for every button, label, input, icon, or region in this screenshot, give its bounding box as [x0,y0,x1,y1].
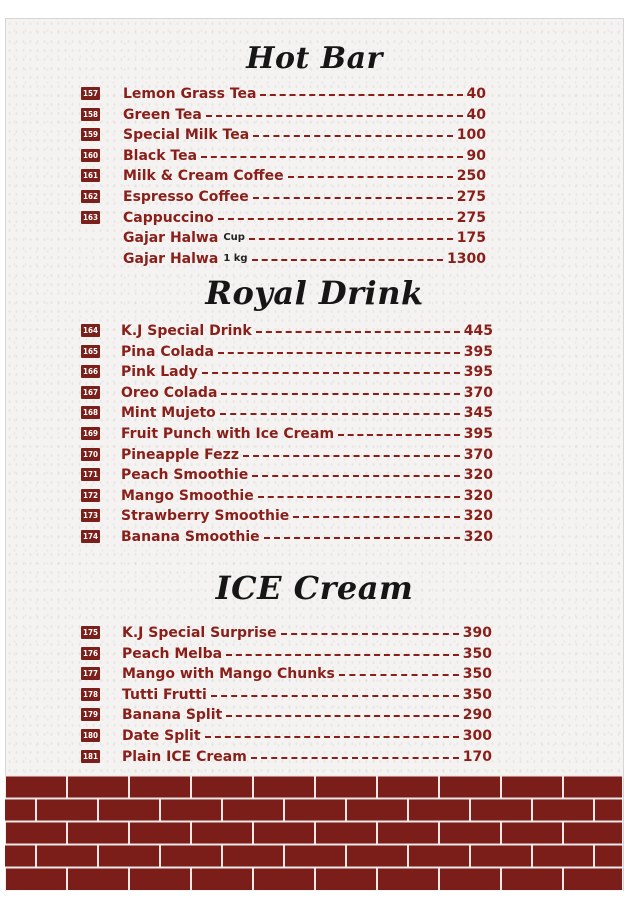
dotted-leader [218,352,460,354]
item-name: Banana Split [122,707,223,724]
dotted-leader [211,695,459,697]
item-name: Pink Lady [121,364,198,381]
dotted-leader [293,516,460,518]
item-name: K.J Special Drink [121,323,252,339]
item-name: Espresso Coffee [123,189,249,205]
dotted-leader [288,176,453,178]
item-price: 1300 [447,250,486,267]
menu-item-row [6,125,623,145]
menu-item-row [6,705,623,725]
menu-item-row [6,685,623,705]
item-price: 170 [462,748,492,765]
dotted-leader [264,537,460,539]
item-price: 290 [462,707,492,724]
dotted-leader [220,413,460,415]
item-price: 395 [463,364,493,381]
item-price: 370 [463,384,493,401]
dotted-leader [226,715,459,717]
menu-item-line [121,465,493,485]
menu-item-line [123,166,486,186]
menu-item-line [123,187,486,207]
item-name: Gajar Halwa [123,230,219,247]
item-number-badge: 161 [82,171,99,181]
item-number-badge: 166 [82,367,99,377]
menu-item-line [121,383,493,403]
menu-item-line [123,125,486,145]
menu-item-row [6,664,623,684]
menu-item-row [6,383,623,403]
item-price: 40 [466,86,486,102]
item-number-badge: 165 [82,346,99,356]
item-name: Tutti Frutti [122,686,207,703]
menu-item-line [121,424,493,444]
menu-item-row [6,249,623,269]
item-price: 300 [462,728,492,744]
menu-item-row [6,208,623,228]
dotted-leader [221,393,459,395]
item-name: Mango Smoothie [121,487,254,504]
item-number-badge: 181 [82,751,99,761]
menu-item-line [122,726,492,746]
item-name: Mango with Mango Chunks [122,666,335,683]
item-price: 320 [463,487,493,504]
item-name: Oreo Colada [121,384,218,401]
menu-item-row [6,84,623,104]
item-price: 320 [463,508,493,525]
item-name: Black Tea [123,147,198,164]
menu-item-row [6,644,623,664]
menu-item-row [6,747,623,767]
item-number-badge: 174 [82,532,99,541]
menu-item-line [121,403,493,423]
item-name: Cappuccino [123,209,214,226]
item-number-badge: 178 [82,689,99,699]
menu-item-row [6,506,623,526]
item-name: Pineapple Fezz [121,446,239,463]
menu-item-row [6,146,623,166]
menu-item-row [6,445,623,465]
brick-wall-decoration [5,775,622,890]
menu-item-line [123,228,486,248]
item-name: Fruit Punch with Ice Cream [121,426,335,442]
menu-item-row [6,187,623,207]
menu-item-row [6,105,623,125]
menu-item-row [6,166,623,186]
item-price: 275 [456,189,486,205]
item-name: K.J Special Surprise [122,625,277,641]
item-size-note: Cup [223,232,245,244]
item-name: Banana Smoothie [121,529,260,545]
item-price: 350 [462,666,492,683]
dotted-leader [339,674,459,676]
menu-item-line [123,146,486,166]
item-name: Strawberry Smoothie [121,508,290,525]
item-name: Mint Mujeto [121,405,216,422]
item-price: 320 [463,529,493,545]
item-name: Peach Melba [122,645,223,662]
dotted-leader [338,434,460,436]
menu-item-line [122,623,492,643]
item-price: 40 [466,106,486,123]
dotted-leader [281,633,459,635]
item-number-badge: 170 [82,449,99,459]
menu-item-line [122,705,492,725]
dotted-leader [258,496,460,498]
item-price: 275 [456,209,486,226]
dotted-leader [253,135,453,137]
dotted-leader [206,115,463,117]
section-title-hot-bar: Hot Bar [246,41,383,76]
item-price: 395 [463,343,493,360]
menu-item-line [123,105,486,125]
dotted-leader [256,331,460,333]
dotted-leader [218,218,453,220]
dotted-leader [205,736,459,738]
menu-item-row [6,342,623,362]
dotted-leader [201,156,462,158]
menu-item-row [6,726,623,746]
item-number-badge: 177 [82,669,99,679]
item-price: 395 [463,426,493,442]
item-number-badge: 164 [82,326,99,335]
dotted-leader [252,259,443,261]
item-number-badge: 171 [82,470,99,480]
menu-item-line [121,506,493,526]
item-number-badge: 169 [82,429,99,438]
item-name: Date Split [122,728,201,744]
item-number-badge: 160 [82,150,99,160]
item-number-badge: 157 [82,89,99,98]
menu-item-row [6,527,623,547]
menu-item-line [122,685,492,705]
item-name: Special Milk Tea [123,127,250,144]
item-name: Gajar Halwa [123,250,219,267]
item-price: 350 [462,645,492,662]
menu-item-line [121,362,493,382]
item-price: 370 [463,446,493,463]
menu-item-line [122,664,492,684]
item-size-note: 1 kg [223,252,248,264]
item-number-badge: 167 [82,387,99,397]
item-price: 250 [456,168,486,185]
item-number-badge: 162 [82,192,99,201]
dotted-leader [243,455,460,457]
menu-item-row [6,321,623,341]
item-number-badge: 172 [82,490,99,500]
item-price: 90 [466,147,486,164]
menu-item-row [6,228,623,248]
item-name: Milk & Cream Coffee [123,168,284,185]
dotted-leader [249,238,453,240]
section-title-ice-cream: ICE Cream [215,569,414,607]
item-price: 445 [463,323,493,339]
item-number-badge: 159 [82,130,99,140]
item-number-badge: 175 [82,628,99,637]
item-price: 345 [463,405,493,422]
dotted-leader [202,372,460,374]
dotted-leader [252,475,460,477]
item-name: Plain ICE Cream [122,748,247,765]
dotted-leader [226,654,459,656]
menu-item-line [122,747,492,767]
item-number-badge: 180 [82,731,99,740]
item-name: Pina Colada [121,343,214,360]
dotted-leader [251,757,459,759]
menu-item-line [121,321,493,341]
item-number-badge: 179 [82,710,99,720]
menu-item-row [6,623,623,643]
menu-item-line [121,486,493,506]
item-name: Peach Smoothie [121,467,249,484]
item-price: 390 [462,625,492,641]
item-number-badge: 163 [82,212,99,222]
menu-page [5,18,624,891]
menu-item-row [6,403,623,423]
menu-item-line [123,84,486,104]
item-name: Green Tea [123,106,202,123]
brick-wall-graphic [5,775,622,890]
item-name: Lemon Grass Tea [123,86,257,102]
menu-item-line [123,208,486,228]
menu-item-row [6,362,623,382]
dotted-leader [253,197,453,199]
section-title-royal-drink: Royal Drink [205,274,424,312]
item-price: 175 [456,230,486,247]
menu-item-line [121,445,493,465]
menu-item-line [121,527,493,547]
item-number-badge: 158 [82,109,99,119]
menu-item-row [6,486,623,506]
menu-item-line [122,644,492,664]
item-price: 320 [463,467,493,484]
menu-item-line [121,342,493,362]
dotted-leader [260,94,462,96]
item-number-badge: 173 [82,511,99,521]
menu-item-line [123,249,486,269]
menu-item-row [6,424,623,444]
item-price: 100 [456,127,486,144]
item-price: 350 [462,686,492,703]
item-number-badge: 176 [82,648,99,658]
menu-item-row [6,465,623,485]
item-number-badge: 168 [82,408,99,418]
